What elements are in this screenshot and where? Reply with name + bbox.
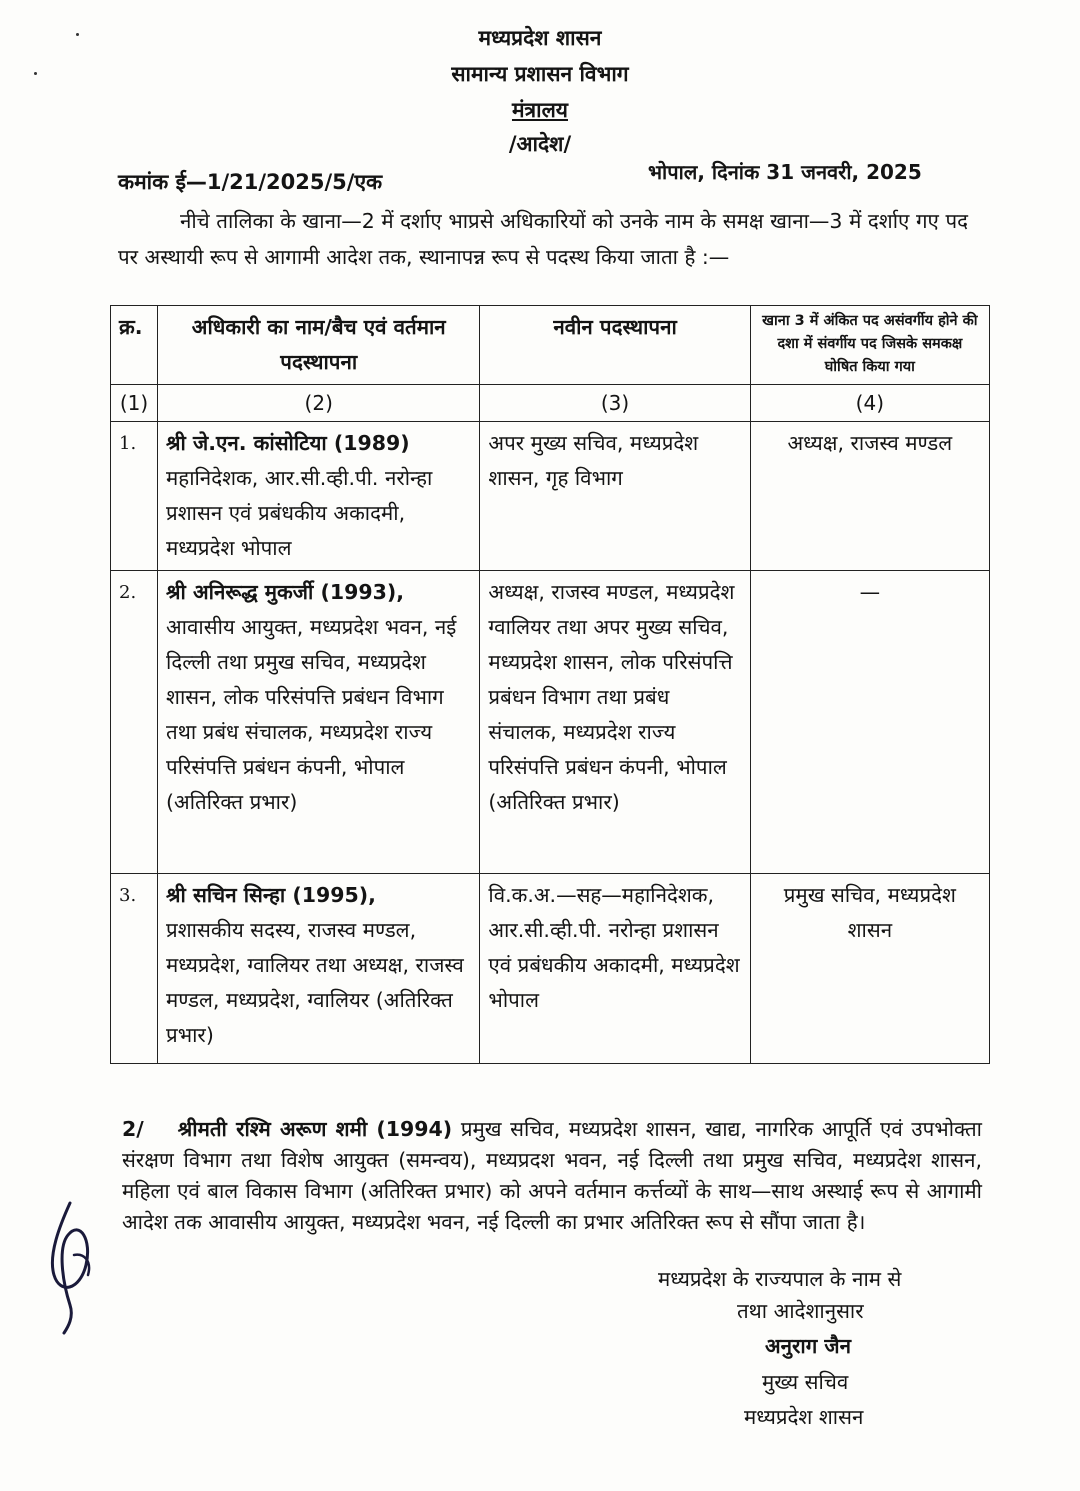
officer-name: श्री सचिन सिन्हा (1995), xyxy=(166,883,376,907)
paragraph-number: 2/ xyxy=(122,1117,144,1141)
header-serial: क्र. xyxy=(111,306,158,385)
officer-name: श्रीमती रश्मि अरूण शमी (1994) xyxy=(177,1117,453,1141)
column-number-row xyxy=(111,385,990,422)
signature-line-2: तथा आदेशानुसार xyxy=(737,1299,864,1323)
paragraph-2 xyxy=(122,1114,982,1238)
table-header-row xyxy=(111,306,990,385)
new-posting: अध्यक्ष, राजस्व मण्डल, मध्यप्रदेश ग्वालियर तथा अपर मुख्य सचिव, मध्यप्रदेश शासन, लोक परिसंपत्ति प्रबंधन विभाग तथा प्रबंध संचालक, मध्यप्रदेश राज्य परिसंपत्ति प्रबंधन कंपनी, भोपाल (अतिरिक्त प्रभार) xyxy=(480,571,750,874)
row-serial: 1. xyxy=(111,422,158,571)
table-row xyxy=(111,874,990,1064)
document-type-heading: /आदेश/ xyxy=(508,132,572,156)
current-posting: आवासीय आयुक्त, मध्यप्रदेश भवन, नई दिल्ली तथा प्रमुख सचिव, मध्यप्रदेश शासन, लोक परिसंपत्ति प्रबंधन विभाग तथा प्रबंध संचालक, मध्यप्रदेश राज्य परिसंपत्ति प्रबंधन कंपनी, भोपाल (अतिरिक्त प्रभार) xyxy=(166,615,457,814)
intro-paragraph: नीचे तालिका के खाना—2 में दर्शाए भाप्रसे अधिकारियों को उनके नाम के समक्ष खाना—3 में दर्शाए गए पद पर अस्थायी रूप से आगामी आदेश तक, स्थानापन्न रूप से पदस्थ किया जाता है :— xyxy=(118,209,968,269)
column-number: (4) xyxy=(750,385,989,422)
column-number: (1) xyxy=(111,385,158,422)
officer-name: श्री जे.एन. कांसोटिया (1989) xyxy=(166,431,410,455)
new-posting: अपर मुख्य सचिव, मध्यप्रदेश शासन, गृह विभाग xyxy=(480,422,750,571)
header-officer: अधिकारी का नाम/बैच एवं वर्तमान पदस्थापना xyxy=(158,306,480,385)
row-serial: 2. xyxy=(111,571,158,874)
header-new-posting: नवीन पदस्थापना xyxy=(480,306,750,385)
postings-table xyxy=(110,305,990,1064)
column-number: (3) xyxy=(480,385,750,422)
current-posting: प्रशासकीय सदस्य, राजस्व मण्डल, मध्यप्रदेश, ग्वालियर तथा अध्यक्ष, राजस्व मण्डल, मध्यप्रदेश, ग्वालियर (अतिरिक्त प्रभार) xyxy=(166,918,464,1047)
table-row xyxy=(111,571,990,874)
ministry-heading: मंत्रालय xyxy=(511,98,568,122)
equivalent-post: अध्यक्ष, राजस्व मण्डल xyxy=(750,422,989,571)
table-row xyxy=(111,422,990,571)
department-heading: सामान्य प्रशासन विभाग xyxy=(451,62,629,86)
order-number: कमांक ई—1/21/2025/5/एक xyxy=(118,170,383,194)
handwritten-initials xyxy=(40,1195,110,1335)
current-posting: महानिदेशक, आर.सी.व्ही.पी. नरोन्हा प्रशासन एवं प्रबंधकीय अकादमी, मध्यप्रदेश भोपाल xyxy=(166,466,433,560)
signature-line-1: मध्यप्रदेश के राज्यपाल के नाम से xyxy=(658,1267,902,1291)
officer-cell xyxy=(158,874,480,1064)
signatory-office: मध्यप्रदेश शासन xyxy=(744,1405,864,1429)
place-date: भोपाल, दिनांक 31 जनवरी, 2025 xyxy=(648,160,922,184)
signatory-designation: मुख्य सचिव xyxy=(762,1370,849,1394)
header-equivalent-post: खाना 3 में अंकित पद असंवर्गीय होने की दशा में संवर्गीय पद जिसके समकक्ष घोषित किया गया xyxy=(750,306,989,385)
row-serial: 3. xyxy=(111,874,158,1064)
equivalent-post: प्रमुख सचिव, मध्यप्रदेश शासन xyxy=(750,874,989,1064)
government-heading: मध्यप्रदेश शासन xyxy=(478,26,602,50)
officer-cell xyxy=(158,422,480,571)
officer-name: श्री अनिरूद्ध मुकर्जी (1993), xyxy=(166,580,405,604)
column-number: (2) xyxy=(158,385,480,422)
equivalent-post: — xyxy=(750,571,989,874)
signatory-name: अनुराग जैन xyxy=(765,1334,852,1358)
new-posting: वि.क.अ.—सह—महानिदेशक, आर.सी.व्ही.पी. नरोन्हा प्रशासन एवं प्रबंधकीय अकादमी, मध्यप्रदेश भोपाल xyxy=(480,874,750,1064)
paragraph-text: प्रमुख सचिव, मध्यप्रदेश शासन, खाद्य, नागरिक आपूर्ति एवं उपभोक्ता संरक्षण विभाग तथा विशेष आयुक्त (समन्वय), मध्यप्रदश भवन, नई दिल्ली तथा प्रमुख सचिव, मध्यप्रदेश शासन, महिला एवं बाल विकास विभाग (अतिरिक्त प्रभार) को अपने वर्तमान कर्त्तव्यों के साथ—साथ अस्थाई रूप से आगामी आदेश तक आवासीय आयुक्त, मध्यप्रदेश भवन, नई दिल्ली का प्रभार अतिरिक्त रूप से सौंपा जाता है। xyxy=(122,1117,982,1234)
officer-cell xyxy=(158,571,480,874)
